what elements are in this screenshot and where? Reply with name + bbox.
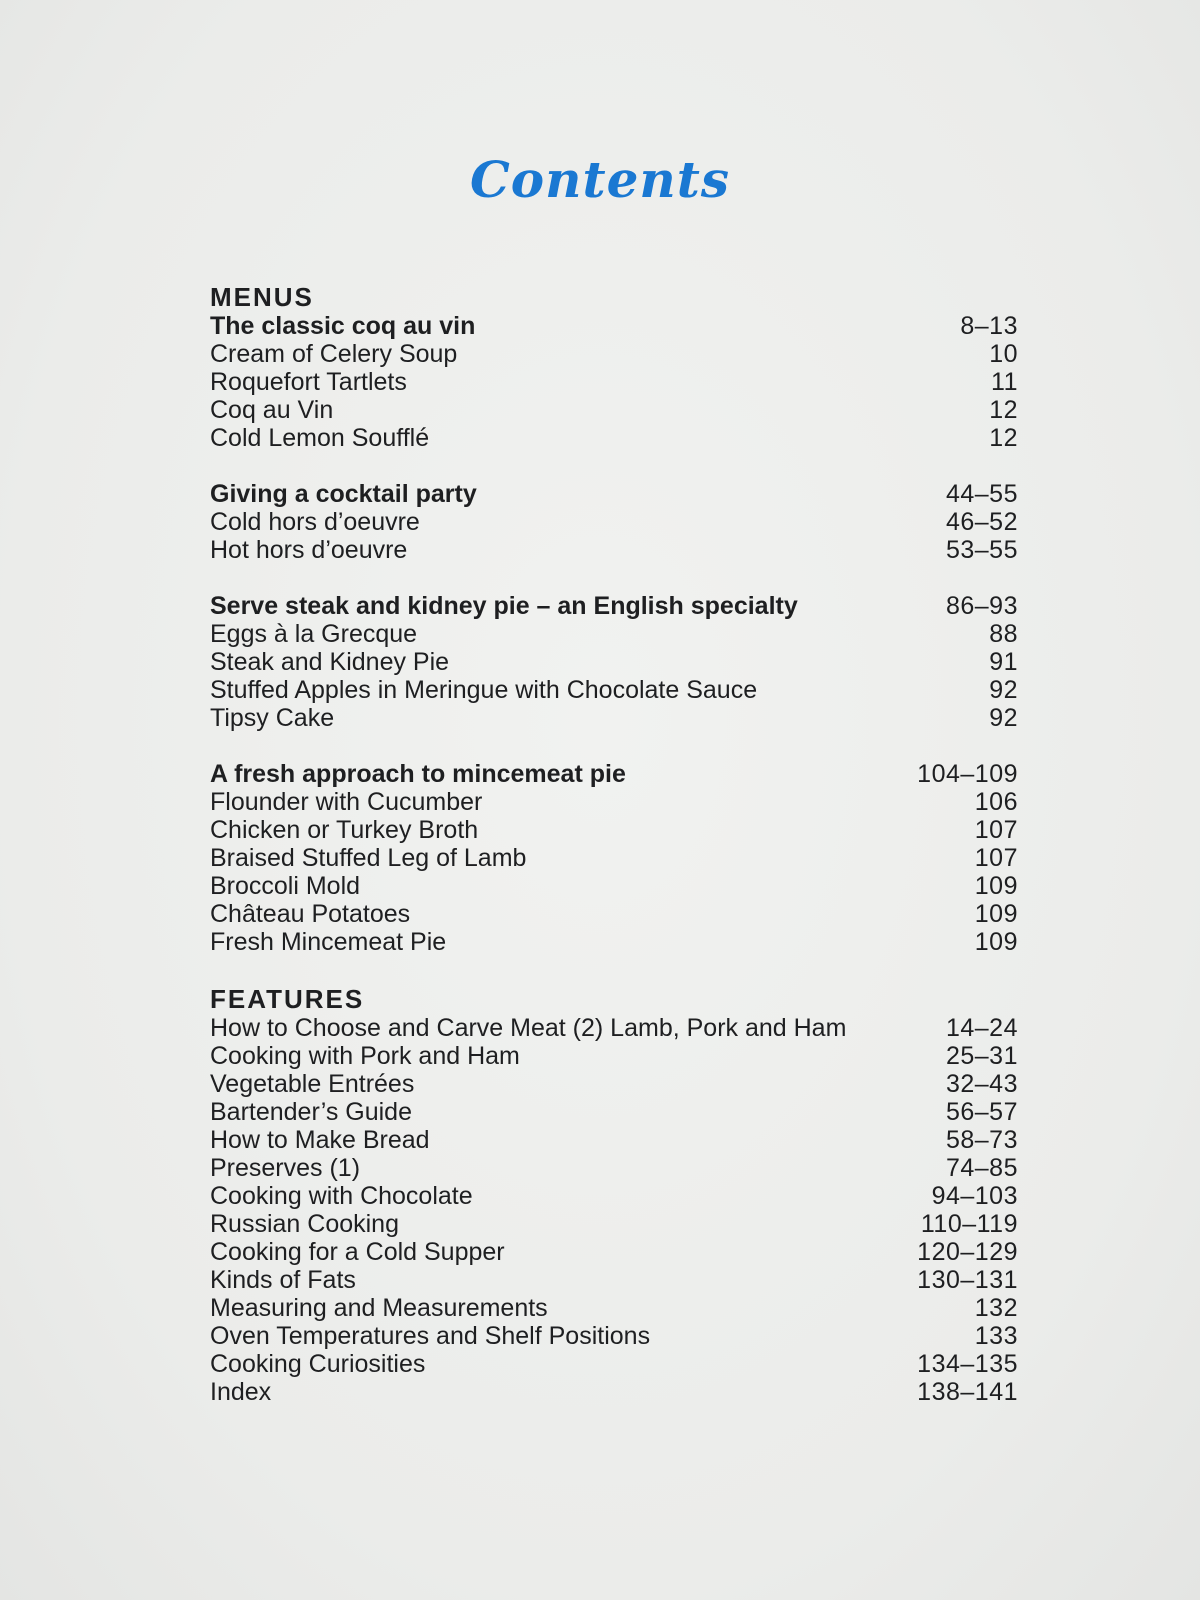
page-number: 86–93: [945, 592, 1018, 620]
toc-entry-row: [210, 648, 1018, 676]
page-number: 11: [991, 368, 1018, 396]
features-heading: FEATURES: [210, 984, 365, 1014]
page-number: 104–109: [917, 760, 1018, 788]
page-number: 109: [974, 928, 1018, 956]
entry-label: Vegetable Entrées: [210, 1070, 415, 1098]
toc-entry-row: [210, 424, 1018, 452]
toc-entry-row: [210, 844, 1018, 872]
entry-label: Bartender’s Guide: [210, 1098, 412, 1126]
table-of-contents: [210, 282, 1018, 1406]
entry-label: How to Choose and Carve Meat (2) Lamb, Pork and Ham: [210, 1014, 847, 1042]
menu-group: [210, 760, 1018, 956]
toc-entry-row: [210, 704, 1018, 732]
entry-label: Cooking with Pork and Ham: [210, 1042, 520, 1070]
toc-entry-row: [210, 1042, 1018, 1070]
page-number: 109: [974, 872, 1018, 900]
page-number: 138–141: [917, 1378, 1018, 1406]
page-number: 92: [989, 704, 1018, 732]
page-title: Contents: [469, 150, 730, 209]
page-number: 110–119: [920, 1210, 1018, 1238]
entry-label: Roquefort Tartlets: [210, 368, 407, 396]
toc-entry-row: [210, 1182, 1018, 1210]
entry-label: Cold hors d’oeuvre: [210, 508, 420, 536]
toc-entry-row: [210, 900, 1018, 928]
page-number: 133: [974, 1322, 1018, 1350]
menu-title: The classic coq au vin: [210, 312, 476, 340]
toc-entry-row: [210, 1126, 1018, 1154]
toc-entry-row: [210, 1350, 1018, 1378]
toc-entry-row: [210, 1294, 1018, 1322]
page-number: 94–103: [931, 1182, 1018, 1210]
page-number: 10: [989, 340, 1018, 368]
page-number: 56–57: [945, 1098, 1018, 1126]
toc-entry-row: [210, 788, 1018, 816]
page-number: 130–131: [917, 1266, 1018, 1294]
page-number: 12: [989, 424, 1018, 452]
page-number: 132: [974, 1294, 1018, 1322]
menu-title-row: [210, 312, 1018, 340]
toc-entry-row: [210, 1266, 1018, 1294]
entry-label: Cream of Celery Soup: [210, 340, 458, 368]
menu-group: [210, 480, 1018, 564]
entry-label: Stuffed Apples in Meringue with Chocolate Sauce: [210, 676, 758, 704]
menu-title-row: [210, 592, 1018, 620]
page-number: 8–13: [960, 312, 1018, 340]
page-number: 53–55: [945, 536, 1018, 564]
entry-label: Preserves (1): [210, 1154, 361, 1182]
page-number: 58–73: [945, 1126, 1018, 1154]
page-number: 74–85: [945, 1154, 1018, 1182]
page-number: 107: [974, 816, 1018, 844]
entry-label: Flounder with Cucumber: [210, 788, 483, 816]
page-number: 14–24: [945, 1014, 1018, 1042]
toc-entry-row: [210, 928, 1018, 956]
page-number: 107: [974, 844, 1018, 872]
menu-title: Giving a cocktail party: [210, 480, 477, 508]
entry-label: Chicken or Turkey Broth: [210, 816, 479, 844]
entry-label: Coq au Vin: [210, 396, 334, 424]
entry-label: Steak and Kidney Pie: [210, 648, 450, 676]
menu-group: [210, 312, 1018, 452]
entry-label: Measuring and Measurements: [210, 1294, 548, 1322]
entry-label: Braised Stuffed Leg of Lamb: [210, 844, 527, 872]
toc-entry-row: [210, 872, 1018, 900]
entry-label: Eggs à la Grecque: [210, 620, 418, 648]
entry-label: Oven Temperatures and Shelf Positions: [210, 1322, 651, 1350]
page-number: 12: [989, 396, 1018, 424]
menu-title: Serve steak and kidney pie – an English specialty: [210, 592, 798, 620]
entry-label: How to Make Bread: [210, 1126, 430, 1154]
toc-entry-row: [210, 368, 1018, 396]
toc-entry-row: [210, 1098, 1018, 1126]
entry-label: Kinds of Fats: [210, 1266, 356, 1294]
page-number: 25–31: [945, 1042, 1018, 1070]
entry-label: Cold Lemon Soufflé: [210, 424, 430, 452]
page-number: 44–55: [945, 480, 1018, 508]
menus-list: [210, 312, 1018, 956]
toc-entry-row: [210, 1154, 1018, 1182]
entry-label: Fresh Mincemeat Pie: [210, 928, 447, 956]
entry-label: Index: [210, 1378, 272, 1406]
toc-entry-row: [210, 536, 1018, 564]
toc-entry-row: [210, 816, 1018, 844]
menu-title: A fresh approach to mincemeat pie: [210, 760, 626, 788]
page-number: 92: [989, 676, 1018, 704]
entry-label: Hot hors d’oeuvre: [210, 536, 408, 564]
toc-entry-row: [210, 1210, 1018, 1238]
page-number: 106: [974, 788, 1018, 816]
toc-entry-row: [210, 1378, 1018, 1406]
toc-entry-row: [210, 1238, 1018, 1266]
page-number: 91: [989, 648, 1018, 676]
entry-label: Russian Cooking: [210, 1210, 399, 1238]
menu-group: [210, 592, 1018, 732]
page-number: 120–129: [917, 1238, 1018, 1266]
page-number: 88: [989, 620, 1018, 648]
toc-entry-row: [210, 1070, 1018, 1098]
menu-title-row: [210, 480, 1018, 508]
page-number: 32–43: [945, 1070, 1018, 1098]
entry-label: Cooking for a Cold Supper: [210, 1238, 505, 1266]
entry-label: Broccoli Mold: [210, 872, 361, 900]
toc-entry-row: [210, 676, 1018, 704]
toc-entry-row: [210, 1322, 1018, 1350]
toc-entry-row: [210, 396, 1018, 424]
features-list: [210, 1014, 1018, 1406]
toc-entry-row: [210, 1014, 1018, 1042]
entry-label: Tipsy Cake: [210, 704, 335, 732]
toc-entry-row: [210, 340, 1018, 368]
entry-label: Cooking Curiosities: [210, 1350, 426, 1378]
features-section: [210, 984, 1018, 1406]
toc-entry-row: [210, 508, 1018, 536]
entry-label: Cooking with Chocolate: [210, 1182, 473, 1210]
page-number: 134–135: [917, 1350, 1018, 1378]
page-number: 46–52: [945, 508, 1018, 536]
toc-entry-row: [210, 620, 1018, 648]
page-number: 109: [974, 900, 1018, 928]
menus-heading: MENUS: [210, 282, 314, 312]
entry-label: Château Potatoes: [210, 900, 411, 928]
menu-title-row: [210, 760, 1018, 788]
